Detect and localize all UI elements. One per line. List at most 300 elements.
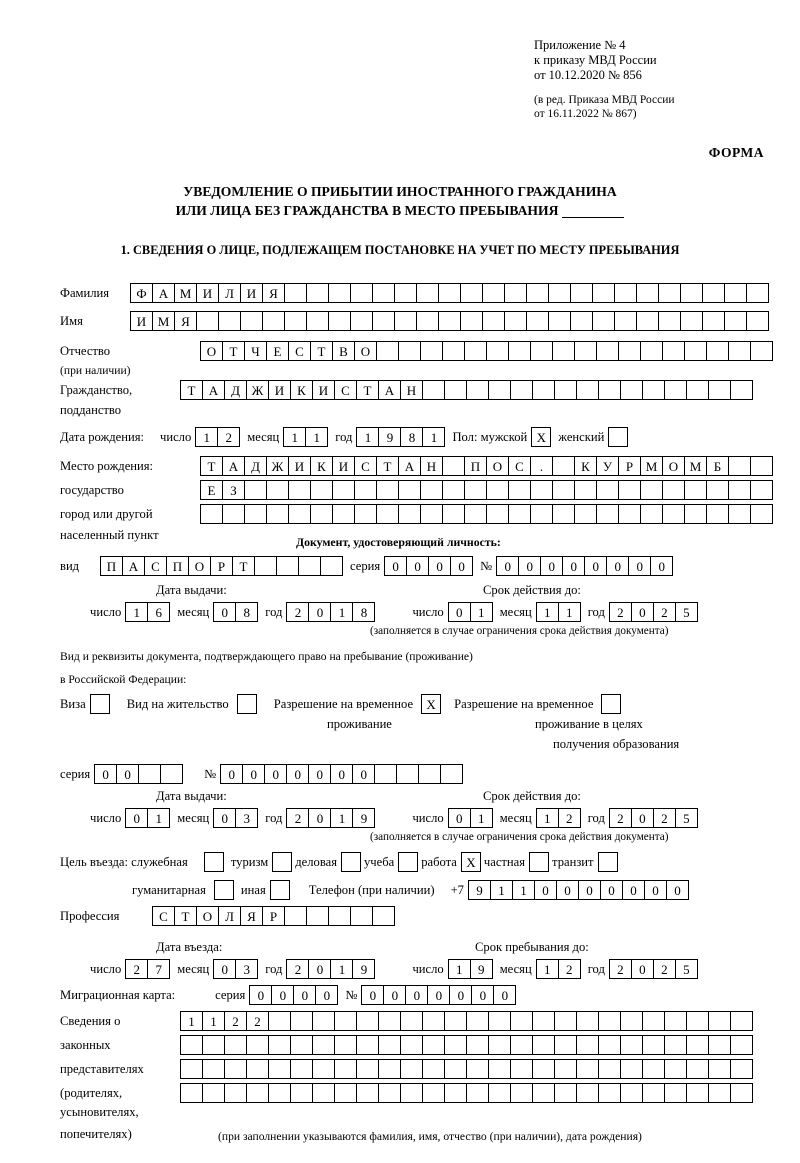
form-cell[interactable] xyxy=(642,1059,665,1079)
form-cell[interactable] xyxy=(320,556,343,576)
form-cell[interactable] xyxy=(160,764,183,784)
form-cell[interactable]: 0 xyxy=(622,880,645,900)
form-cell[interactable]: 2 xyxy=(286,808,309,828)
form-cell[interactable] xyxy=(398,504,421,524)
form-cell[interactable] xyxy=(444,1059,467,1079)
form-cell[interactable] xyxy=(378,1083,401,1103)
permit-valid-month-cells[interactable] xyxy=(536,808,580,828)
form-cell[interactable] xyxy=(596,480,619,500)
form-cell[interactable]: 0 xyxy=(405,985,428,1005)
form-cell[interactable]: 0 xyxy=(562,556,585,576)
form-cell[interactable] xyxy=(224,1059,247,1079)
form-cell[interactable]: 0 xyxy=(578,880,601,900)
form-cell[interactable] xyxy=(442,456,465,476)
form-cell[interactable] xyxy=(332,504,355,524)
form-cell[interactable] xyxy=(420,480,443,500)
form-cell[interactable] xyxy=(222,504,245,524)
form-cell[interactable] xyxy=(372,311,395,331)
mig-series-cells[interactable] xyxy=(249,985,337,1005)
entry-month-cells[interactable] xyxy=(213,959,257,979)
form-cell[interactable]: 0 xyxy=(308,808,331,828)
form-cell[interactable] xyxy=(482,283,505,303)
form-cell[interactable] xyxy=(200,504,223,524)
form-cell[interactable] xyxy=(180,1059,203,1079)
form-cell[interactable] xyxy=(642,380,665,400)
form-cell[interactable] xyxy=(488,380,511,400)
purpose-humanitarian-checkbox[interactable] xyxy=(214,880,233,900)
form-cell[interactable] xyxy=(310,480,333,500)
form-cell[interactable] xyxy=(376,341,399,361)
form-cell[interactable]: 8 xyxy=(400,427,423,447)
form-cell[interactable] xyxy=(618,480,641,500)
form-cell[interactable] xyxy=(290,1035,313,1055)
form-cell[interactable] xyxy=(284,283,307,303)
form-cell[interactable] xyxy=(400,1011,423,1031)
mig-number-cells[interactable] xyxy=(361,985,515,1005)
form-cell[interactable]: 0 xyxy=(308,959,331,979)
form-cell[interactable] xyxy=(266,480,289,500)
form-cell[interactable] xyxy=(466,1011,489,1031)
form-cell[interactable] xyxy=(592,311,615,331)
form-cell[interactable] xyxy=(504,283,527,303)
form-cell[interactable] xyxy=(444,1083,467,1103)
form-cell[interactable] xyxy=(530,480,553,500)
sex-female-checkbox[interactable] xyxy=(608,427,627,447)
form-cell[interactable]: 0 xyxy=(308,764,331,784)
form-cell[interactable] xyxy=(642,1083,665,1103)
form-cell[interactable]: 0 xyxy=(584,556,607,576)
form-cell[interactable]: Ж xyxy=(266,456,289,476)
form-cell[interactable] xyxy=(244,480,267,500)
form-cell[interactable] xyxy=(620,1059,643,1079)
form-cell[interactable] xyxy=(508,341,531,361)
form-cell[interactable] xyxy=(350,311,373,331)
form-cell[interactable]: И xyxy=(288,456,311,476)
form-cell[interactable] xyxy=(592,283,615,303)
form-cell[interactable]: А xyxy=(222,456,245,476)
form-cell[interactable]: Р xyxy=(210,556,233,576)
form-cell[interactable] xyxy=(422,1059,445,1079)
form-cell[interactable]: 5 xyxy=(675,602,698,622)
form-cell[interactable]: 3 xyxy=(235,808,258,828)
form-cell[interactable] xyxy=(708,1083,731,1103)
form-cell[interactable] xyxy=(237,694,257,714)
form-cell[interactable]: 0 xyxy=(125,808,148,828)
form-cell[interactable]: 1 xyxy=(330,959,353,979)
form-cell[interactable]: С xyxy=(354,456,377,476)
form-cell[interactable]: 1 xyxy=(536,959,559,979)
form-cell[interactable] xyxy=(328,283,351,303)
purpose-tourism-checkbox[interactable] xyxy=(272,852,291,872)
permit-series-cells[interactable] xyxy=(94,764,182,784)
form-cell[interactable]: 0 xyxy=(631,959,654,979)
permit-valid-day-cells[interactable] xyxy=(448,808,492,828)
form-cell[interactable] xyxy=(268,1083,291,1103)
form-cell[interactable]: 8 xyxy=(352,602,375,622)
form-cell[interactable] xyxy=(482,311,505,331)
form-cell[interactable] xyxy=(684,504,707,524)
legal-rep-cells-4[interactable] xyxy=(180,1083,752,1103)
form-cell[interactable] xyxy=(508,480,531,500)
form-cell[interactable] xyxy=(728,456,751,476)
form-cell[interactable] xyxy=(658,311,681,331)
form-cell[interactable]: 0 xyxy=(383,985,406,1005)
form-cell[interactable]: В xyxy=(332,341,355,361)
form-cell[interactable] xyxy=(618,341,641,361)
form-cell[interactable] xyxy=(596,341,619,361)
form-cell[interactable]: 1 xyxy=(147,808,170,828)
doc-valid-year-cells[interactable] xyxy=(609,602,697,622)
form-cell[interactable] xyxy=(218,311,241,331)
form-cell[interactable]: Е xyxy=(200,480,223,500)
visa-checkbox[interactable] xyxy=(90,694,109,714)
form-cell[interactable] xyxy=(416,311,439,331)
legal-rep-cells-1[interactable] xyxy=(180,1011,752,1031)
form-cell[interactable]: . xyxy=(530,456,553,476)
permit-valid-year-cells[interactable] xyxy=(609,808,697,828)
form-cell[interactable]: М xyxy=(640,456,663,476)
doc-valid-day-cells[interactable] xyxy=(448,602,492,622)
form-cell[interactable] xyxy=(270,880,290,900)
form-cell[interactable] xyxy=(554,1035,577,1055)
form-cell[interactable] xyxy=(298,556,321,576)
form-cell[interactable] xyxy=(686,1011,709,1031)
form-cell[interactable]: Т xyxy=(200,456,223,476)
form-cell[interactable] xyxy=(614,283,637,303)
form-cell[interactable] xyxy=(750,341,773,361)
form-cell[interactable]: 1 xyxy=(283,427,306,447)
form-cell[interactable]: 2 xyxy=(609,808,632,828)
form-cell[interactable]: 0 xyxy=(220,764,243,784)
form-cell[interactable] xyxy=(350,283,373,303)
form-cell[interactable] xyxy=(332,480,355,500)
form-cell[interactable] xyxy=(396,764,419,784)
form-cell[interactable] xyxy=(312,1011,335,1031)
form-cell[interactable] xyxy=(306,906,329,926)
form-cell[interactable] xyxy=(706,341,729,361)
form-cell[interactable] xyxy=(272,852,292,872)
form-cell[interactable] xyxy=(724,283,747,303)
form-cell[interactable] xyxy=(570,283,593,303)
form-cell[interactable]: Я xyxy=(262,283,285,303)
temp-residence-checkbox[interactable] xyxy=(421,694,440,714)
form-cell[interactable] xyxy=(530,504,553,524)
form-cell[interactable]: 2 xyxy=(246,1011,269,1031)
form-cell[interactable]: 2 xyxy=(224,1011,247,1031)
form-cell[interactable] xyxy=(202,1083,225,1103)
form-cell[interactable]: У xyxy=(596,456,619,476)
form-cell[interactable] xyxy=(288,480,311,500)
form-cell[interactable]: 2 xyxy=(609,602,632,622)
form-cell[interactable] xyxy=(464,504,487,524)
form-cell[interactable] xyxy=(730,1059,753,1079)
form-cell[interactable] xyxy=(680,311,703,331)
form-cell[interactable] xyxy=(686,1059,709,1079)
form-cell[interactable] xyxy=(266,504,289,524)
form-cell[interactable] xyxy=(334,1011,357,1031)
birth-place-cells[interactable] xyxy=(200,456,772,476)
form-cell[interactable] xyxy=(658,283,681,303)
form-cell[interactable]: П xyxy=(464,456,487,476)
form-cell[interactable]: 2 xyxy=(286,959,309,979)
form-cell[interactable]: 0 xyxy=(406,556,429,576)
form-cell[interactable] xyxy=(334,1083,357,1103)
form-cell[interactable] xyxy=(636,311,659,331)
form-cell[interactable] xyxy=(290,1011,313,1031)
form-cell[interactable] xyxy=(598,380,621,400)
form-cell[interactable] xyxy=(444,1011,467,1031)
form-cell[interactable] xyxy=(746,283,769,303)
form-cell[interactable]: Р xyxy=(618,456,641,476)
form-cell[interactable]: 9 xyxy=(352,808,375,828)
form-cell[interactable] xyxy=(376,480,399,500)
form-cell[interactable] xyxy=(706,504,729,524)
form-cell[interactable]: Н xyxy=(420,456,443,476)
form-cell[interactable]: 1 xyxy=(490,880,513,900)
form-cell[interactable] xyxy=(310,504,333,524)
doc-valid-month-cells[interactable] xyxy=(536,602,580,622)
form-cell[interactable]: И xyxy=(130,311,153,331)
form-cell[interactable] xyxy=(576,1059,599,1079)
form-cell[interactable]: 9 xyxy=(468,880,491,900)
form-cell[interactable]: 1 xyxy=(470,808,493,828)
form-cell[interactable]: Ж xyxy=(246,380,269,400)
form-cell[interactable] xyxy=(728,341,751,361)
form-cell[interactable] xyxy=(510,1059,533,1079)
form-cell[interactable]: 0 xyxy=(308,602,331,622)
form-cell[interactable]: 0 xyxy=(384,556,407,576)
form-cell[interactable] xyxy=(552,341,575,361)
form-cell[interactable]: И xyxy=(268,380,291,400)
form-cell[interactable] xyxy=(664,1035,687,1055)
form-cell[interactable] xyxy=(620,380,643,400)
form-cell[interactable] xyxy=(686,380,709,400)
form-cell[interactable] xyxy=(312,1083,335,1103)
form-cell[interactable] xyxy=(552,504,575,524)
form-cell[interactable]: 0 xyxy=(600,880,623,900)
form-cell[interactable]: 2 xyxy=(286,602,309,622)
form-cell[interactable] xyxy=(620,1011,643,1031)
form-cell[interactable] xyxy=(548,311,571,331)
permit-number-cells[interactable] xyxy=(220,764,462,784)
form-cell[interactable] xyxy=(306,311,329,331)
form-cell[interactable] xyxy=(488,1035,511,1055)
form-cell[interactable]: X xyxy=(421,694,441,714)
form-cell[interactable]: 1 xyxy=(202,1011,225,1031)
form-cell[interactable]: 3 xyxy=(235,959,258,979)
form-cell[interactable]: А xyxy=(378,380,401,400)
form-cell[interactable]: С xyxy=(288,341,311,361)
form-cell[interactable] xyxy=(730,1035,753,1055)
form-cell[interactable] xyxy=(532,1083,555,1103)
form-cell[interactable]: Ч xyxy=(244,341,267,361)
form-cell[interactable] xyxy=(708,1011,731,1031)
doc-series-cells[interactable] xyxy=(384,556,472,576)
permit-issue-year-cells[interactable] xyxy=(286,808,374,828)
form-cell[interactable]: 1 xyxy=(305,427,328,447)
form-cell[interactable] xyxy=(662,341,685,361)
form-cell[interactable]: 1 xyxy=(330,808,353,828)
form-cell[interactable] xyxy=(356,1035,379,1055)
form-cell[interactable]: 0 xyxy=(628,556,651,576)
form-cell[interactable]: М xyxy=(152,311,175,331)
form-cell[interactable]: 1 xyxy=(536,808,559,828)
legal-rep-cells-3[interactable] xyxy=(180,1059,752,1079)
form-cell[interactable] xyxy=(662,480,685,500)
form-cell[interactable]: О xyxy=(662,456,685,476)
purpose-service-checkbox[interactable] xyxy=(204,852,223,872)
form-cell[interactable]: 2 xyxy=(558,808,581,828)
form-cell[interactable]: 2 xyxy=(653,808,676,828)
form-cell[interactable]: 2 xyxy=(653,959,676,979)
form-cell[interactable] xyxy=(730,380,753,400)
form-cell[interactable]: 0 xyxy=(518,556,541,576)
form-cell[interactable] xyxy=(202,1035,225,1055)
form-cell[interactable] xyxy=(422,1083,445,1103)
form-cell[interactable] xyxy=(728,504,751,524)
form-cell[interactable] xyxy=(288,504,311,524)
doc-issue-month-cells[interactable] xyxy=(213,602,257,622)
form-cell[interactable] xyxy=(354,480,377,500)
form-cell[interactable] xyxy=(664,380,687,400)
citizenship-cells[interactable] xyxy=(180,380,752,400)
form-cell[interactable] xyxy=(530,341,553,361)
form-cell[interactable] xyxy=(374,764,397,784)
form-cell[interactable]: 8 xyxy=(235,602,258,622)
form-cell[interactable] xyxy=(708,1059,731,1079)
form-cell[interactable]: О xyxy=(188,556,211,576)
form-cell[interactable] xyxy=(460,283,483,303)
form-cell[interactable] xyxy=(378,1035,401,1055)
form-cell[interactable] xyxy=(290,1059,313,1079)
form-cell[interactable]: 1 xyxy=(356,427,379,447)
form-cell[interactable]: М xyxy=(684,456,707,476)
form-cell[interactable] xyxy=(90,694,110,714)
edu-residence-checkbox[interactable] xyxy=(601,694,620,714)
form-cell[interactable] xyxy=(334,1059,357,1079)
form-cell[interactable]: 5 xyxy=(675,959,698,979)
form-cell[interactable] xyxy=(636,283,659,303)
form-cell[interactable]: 9 xyxy=(352,959,375,979)
form-cell[interactable] xyxy=(464,480,487,500)
doc-kind-cells[interactable] xyxy=(100,556,342,576)
form-cell[interactable] xyxy=(664,1083,687,1103)
form-cell[interactable]: 0 xyxy=(493,985,516,1005)
form-cell[interactable]: 0 xyxy=(644,880,667,900)
entry-day-cells[interactable] xyxy=(125,959,169,979)
form-cell[interactable]: 0 xyxy=(556,880,579,900)
form-cell[interactable]: 0 xyxy=(242,764,265,784)
form-cell[interactable]: 1 xyxy=(558,602,581,622)
form-cell[interactable] xyxy=(440,764,463,784)
purpose-transit-checkbox[interactable] xyxy=(598,852,617,872)
form-cell[interactable]: Ф xyxy=(130,283,153,303)
form-cell[interactable]: С xyxy=(152,906,175,926)
form-cell[interactable] xyxy=(312,1059,335,1079)
form-cell[interactable] xyxy=(554,380,577,400)
form-cell[interactable] xyxy=(460,311,483,331)
form-cell[interactable]: Л xyxy=(218,906,241,926)
form-cell[interactable] xyxy=(438,311,461,331)
form-cell[interactable]: И xyxy=(332,456,355,476)
form-cell[interactable]: 0 xyxy=(94,764,117,784)
form-cell[interactable] xyxy=(466,1083,489,1103)
form-cell[interactable]: 0 xyxy=(448,808,471,828)
form-cell[interactable] xyxy=(400,1059,423,1079)
form-cell[interactable]: 0 xyxy=(650,556,673,576)
form-cell[interactable] xyxy=(398,341,421,361)
form-cell[interactable] xyxy=(356,1059,379,1079)
form-cell[interactable]: X xyxy=(531,427,551,447)
form-cell[interactable] xyxy=(642,1035,665,1055)
form-cell[interactable] xyxy=(574,480,597,500)
form-cell[interactable]: Р xyxy=(262,906,285,926)
form-cell[interactable]: М xyxy=(174,283,197,303)
form-cell[interactable]: 0 xyxy=(666,880,689,900)
form-cell[interactable] xyxy=(662,504,685,524)
form-cell[interactable] xyxy=(180,1035,203,1055)
form-cell[interactable]: Б xyxy=(706,456,729,476)
form-cell[interactable] xyxy=(554,1059,577,1079)
form-cell[interactable] xyxy=(620,1083,643,1103)
form-cell[interactable] xyxy=(328,311,351,331)
form-cell[interactable] xyxy=(598,1011,621,1031)
form-cell[interactable] xyxy=(394,283,417,303)
form-cell[interactable]: С xyxy=(334,380,357,400)
form-cell[interactable] xyxy=(576,380,599,400)
form-cell[interactable] xyxy=(488,1059,511,1079)
form-cell[interactable]: А xyxy=(152,283,175,303)
form-cell[interactable] xyxy=(276,556,299,576)
form-cell[interactable] xyxy=(254,556,277,576)
form-cell[interactable]: 2 xyxy=(217,427,240,447)
profession-cells[interactable] xyxy=(152,906,394,926)
form-cell[interactable]: 0 xyxy=(631,602,654,622)
form-cell[interactable]: Т xyxy=(376,456,399,476)
form-cell[interactable]: 2 xyxy=(125,959,148,979)
form-cell[interactable]: 2 xyxy=(609,959,632,979)
form-cell[interactable] xyxy=(284,311,307,331)
form-cell[interactable]: 5 xyxy=(675,808,698,828)
form-cell[interactable] xyxy=(664,1011,687,1031)
form-cell[interactable]: 0 xyxy=(213,959,236,979)
form-cell[interactable] xyxy=(312,1035,335,1055)
form-cell[interactable] xyxy=(442,504,465,524)
form-cell[interactable] xyxy=(378,1011,401,1031)
form-cell[interactable] xyxy=(728,480,751,500)
form-cell[interactable] xyxy=(750,456,773,476)
form-cell[interactable]: 0 xyxy=(606,556,629,576)
form-cell[interactable]: X xyxy=(461,852,481,872)
form-cell[interactable] xyxy=(532,1011,555,1031)
form-cell[interactable] xyxy=(268,1035,291,1055)
form-cell[interactable] xyxy=(746,311,769,331)
form-cell[interactable]: 7 xyxy=(147,959,170,979)
form-cell[interactable] xyxy=(608,427,628,447)
form-cell[interactable]: Е xyxy=(266,341,289,361)
form-cell[interactable] xyxy=(504,311,527,331)
form-cell[interactable] xyxy=(552,456,575,476)
form-cell[interactable] xyxy=(416,283,439,303)
form-cell[interactable] xyxy=(466,1059,489,1079)
doc-issue-year-cells[interactable] xyxy=(286,602,374,622)
form-cell[interactable] xyxy=(444,1035,467,1055)
form-cell[interactable]: Т xyxy=(180,380,203,400)
phone-cells[interactable] xyxy=(468,880,688,900)
form-cell[interactable]: О xyxy=(196,906,219,926)
form-cell[interactable] xyxy=(548,283,571,303)
form-cell[interactable] xyxy=(442,341,465,361)
